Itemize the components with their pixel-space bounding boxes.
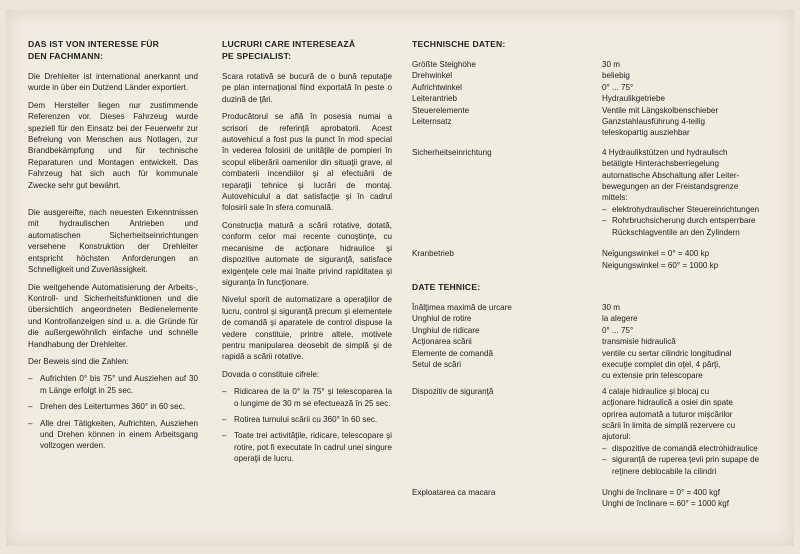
- spec-label: Setul de scări: [412, 359, 462, 369]
- spec-row: [412, 116, 768, 139]
- list-item: – Toate trei activităţile, ridicare, telescopare şi rotire, pot fi executate în cadrul unei singure operaţii de lucru.: [222, 430, 392, 464]
- spec-value: execuţie complet din oţel, 4 părţi, cu extensie prin telescopare: [602, 359, 721, 381]
- spec-value: Ventile mit Längskolbenschieber: [602, 105, 719, 115]
- spec-row: [412, 348, 768, 359]
- romanian-technical-data-heading: DATE TEHNICE:: [412, 281, 481, 292]
- spec-value: 0° ... 75°: [602, 325, 634, 335]
- spec-row: [412, 82, 768, 93]
- romanian-paragraph: Nivelul sporit de automatizare a operaţiilor de lucru, control şi siguranţă precum şi elementele de comandă şi aparatele de control dispuse la vedere constituie, printre altele, motivele pentru manipularea deosebit de simplă şi de rapidă a scării rotative.: [222, 295, 392, 362]
- german-heading: DAS IST VON INTERESSE FÜR DEN FACHMANN:: [28, 39, 160, 61]
- list-item: – Drehen des Leiterturmes 360° in 60 sec.: [28, 401, 198, 412]
- spec-label: Unghiul de rotire: [412, 314, 472, 324]
- german-column: [28, 38, 198, 457]
- list-item: – dispozitive de comandă electrohidraulice: [602, 443, 768, 454]
- spec-label: Größte Steighöhe: [412, 60, 476, 69]
- spec-value: Unghi de înclinare = 0° = 400 kgf Unghi de înclinare = 60° = 1000 kgf: [602, 488, 729, 509]
- spec-row: [412, 93, 768, 104]
- technical-data-column: [412, 38, 768, 510]
- romanian-technical-data-table: [412, 302, 768, 510]
- spec-label: Exploatarea ca macara: [412, 488, 496, 497]
- spec-label: Leiterantrieb: [412, 94, 457, 104]
- spec-label: Acţionarea scării: [412, 337, 472, 347]
- spec-label: Elemente de comandă: [412, 348, 493, 358]
- spec-row: [412, 487, 768, 510]
- spec-label: Leiternsatz: [412, 117, 452, 127]
- list-item: – Alle drei Tätigkeiten, Aufrichten, Ausziehen und Drehen können in einem Arbeitsgang vollzogen werden.: [28, 418, 198, 452]
- list-item: – Aufrichten 0° bis 75° und Ausziehen auf 30 m Länge erfolgt in 25 sec.: [28, 373, 198, 396]
- spec-label: Kranbetrieb: [412, 249, 454, 259]
- romanian-paragraph: Scara rotativă se bucură de o bună reputaţie pe plan internaţional fiind exportată în peste o duzină de ţări.: [222, 72, 392, 104]
- romanian-paragraph: Producătorul se află în posesia numai a scrisori de referinţă aprobatorii. Acest autovehicul a fost pus la punct în mod special în vederea folosirii de unităţile de pompieri în scopul eliberării oamenilor din situaţii grave, al combaterii incendiilor şi al efectuării de reparaţii tehnice şi lucrări de montaj. Autovehiculul a dat satisfacţie şi în cadrul folosirii sale în sfera comunală.: [222, 112, 392, 213]
- spec-sublist: [602, 204, 768, 238]
- german-paragraph: Die weitgehende Automatisierung der Arbeits-, Kontroll- und Sicherheitsfunktionen und die übersichtlich angeordneten Bedienelemente und Kontrollanzeigen sind u. a. die Gründe für die außergewöhnlich einfache und schnelle Handhabung der Drehleiter.: [28, 282, 198, 349]
- spec-row: [412, 359, 768, 382]
- spec-row: [412, 302, 768, 313]
- romanian-heading: LUCRURI CARE INTERESEAZĂ PE SPECIALIST:: [222, 39, 356, 61]
- spec-row: [412, 325, 768, 336]
- spec-label: Înălţimea maximă de urcare: [412, 302, 512, 312]
- spec-row: [412, 386, 768, 477]
- list-item: – Rotirea turnului scării cu 360° în 60 sec.: [222, 414, 392, 425]
- spec-label: Unghiul de ridicare: [412, 325, 480, 335]
- list-item: – Rohrbruchsicherung durch entsperrbare Rückschlagventile an den Zylindern: [602, 215, 768, 238]
- spec-row: [412, 70, 768, 81]
- romanian-column: [222, 38, 392, 470]
- spec-value: 0° ... 75°: [602, 82, 634, 92]
- german-paragraph: Dem Hersteller liegen nur zustimmende Referenzen vor. Dieses Fahrzeug wurde speziell für den Einsatz bei der Feuerwehr zur Befreiung von Menschen aus Notlagen, zur Brandbekämpfung und für technische Reparaturen und Montagen entwickelt. Das Fahrzeug hat sich auch für kommunale Zwecke sehr gut bewährt.: [28, 100, 198, 190]
- spec-label: Sicherheitseinrichtung: [412, 147, 492, 157]
- spec-row: [412, 147, 768, 238]
- spec-value: ventile cu sertar cilindric longitudinal: [602, 348, 732, 358]
- spec-value: la alegere: [602, 314, 638, 324]
- german-paragraph: Die ausgereifte, nach neuesten Erkenntnissen mit hydraulischen Antrieben und automatischen Sicherheitseinrichtungen versehene Konstruktion der Drehleiter entspricht höchsten Anforderungen an Schnelligkeit und Zuverlässigkeit.: [28, 208, 198, 275]
- romanian-bullet-list: [222, 386, 392, 464]
- technical-data-table: [412, 59, 768, 271]
- spec-sublist: [602, 443, 768, 477]
- list-item: – Ridicarea de la 0° la 75° şi telescoparea la o lungime de 30 m se efectuează în 25 sec.: [222, 386, 392, 409]
- list-item: – elektrohydraulischer Steuereinrichtungen: [602, 204, 768, 215]
- romanian-paragraph: Construcţia matură a scării rotative, dotată, conform celor mai recente cunoştinţe, cu mecanisme de acţionare hidraulice şi dispozitive automate de siguranţă, satisface exigenţele cele mai înalte privind rapiditatea şi siguranţa în funcţionare.: [222, 220, 392, 287]
- brochure-page: [6, 10, 794, 546]
- spec-label: Dispozitiv de siguranţă: [412, 386, 494, 396]
- german-paragraph: Der Beweis sind die Zahlen:: [28, 356, 129, 366]
- spec-value: Neigungswinkel = 0° = 400 kp Neigungswinkel = 60° = 1000 kp: [602, 249, 719, 270]
- german-bullet-list: [28, 373, 198, 451]
- spec-value: 4 calaje hidraulice şi blocaj cu acţionare hidraulică a osiei din spate oprirea automată a tuturor mişcărilor scării în limita de simplă rezervere cu ajutorul: – dispozitive de comandă electrohidraulice – siguranţă de ruperea ţevii prin supape de reţinere deblocabile la cilindri: [602, 386, 768, 477]
- spec-row: [412, 105, 768, 116]
- spec-row: [412, 59, 768, 70]
- spec-row: [412, 248, 768, 271]
- spec-value: 30 m: [602, 60, 620, 69]
- list-item: – siguranţă de ruperea ţevii prin supape de reţinere deblocabile la cilindri: [602, 454, 768, 477]
- spec-value: Ganzstahlausführung 4-teilig teleskopartig ausziehbar: [602, 117, 706, 138]
- spec-value: 30 m: [602, 302, 620, 312]
- spec-row: [412, 336, 768, 347]
- spec-value: transmisie hidraulică: [602, 337, 676, 347]
- spec-value: 4 Hydraulikstützen und hydraulisch betätigte Hinterachsberriegelung automatische Abschaltung aller Leiter- bewegungen an der Freistandsgrenze mittels: – elektrohydraulischer Steuereinrichtungen – Rohrbruchsicherung durch entsperrbare Rückschlagventile an den Zylindern: [602, 147, 768, 238]
- spec-label: Drehwinkel: [412, 71, 453, 81]
- spec-row: [412, 313, 768, 324]
- technical-data-heading: TECHNISCHE DATEN:: [412, 39, 506, 49]
- spec-value: Hydraulikgetriebe: [602, 94, 665, 104]
- spec-label: Steuerelemente: [412, 105, 470, 115]
- spec-value: beliebig: [602, 71, 630, 81]
- spec-label: Aufrichtwinkel: [412, 82, 462, 92]
- german-paragraph: Die Drehleiter ist international anerkannt und wurde in über ein Dutzend Länder exportiert.: [28, 72, 198, 93]
- romanian-paragraph: Dovada o constituie cifrele:: [222, 369, 320, 379]
